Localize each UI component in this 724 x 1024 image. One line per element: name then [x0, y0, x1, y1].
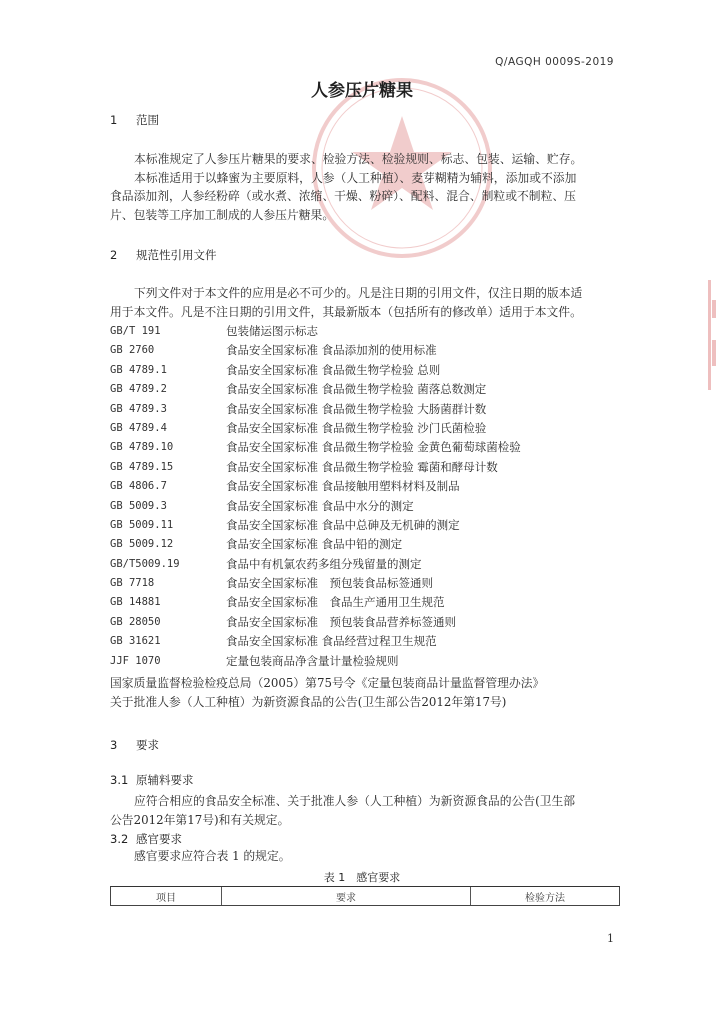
scope-line: 片、包装等工序加工制成的人参压片糖果。 [110, 207, 335, 222]
scope-line: 食品添加剂，人参经粉碎（或水煮、浓缩、干燥、粉碎）、配料、混合、制粒或不制粒、压 [110, 189, 576, 203]
section-2-heading [110, 247, 217, 263]
reference-name: 食品安全国家标准 食品生产通用卫生规范 [226, 595, 445, 610]
reference-item [110, 458, 618, 477]
refs-intro-paragraph [110, 284, 618, 321]
extra-reference-line: 国家质量监督检验检疫总局（2005）第75号令《定量包装商品计量监督管理办法》 [110, 676, 545, 690]
reference-item [110, 574, 618, 593]
sensory-paragraph [110, 847, 618, 866]
reference-item [110, 497, 618, 516]
section-1-heading [110, 112, 159, 128]
reference-code: JJF 1070 [110, 654, 161, 667]
scope-paragraph [110, 150, 618, 224]
section-number: 1 [110, 113, 118, 127]
scope-line: 本标准规定了人参压片糖果的要求、检验方法、检验规则、标志、包装、运输、贮存。 [134, 152, 583, 166]
page-number: 1 [607, 932, 614, 945]
reference-code: GB 4789.15 [110, 460, 174, 473]
reference-name: 定量包装商品净含量计量检验规则 [226, 653, 399, 668]
table-header-cell: 项目 [111, 887, 222, 905]
reference-name: 食品安全国家标准 食品微生物学检验 大肠菌群计数 [226, 401, 487, 416]
table-header-cell: 检验方法 [525, 892, 565, 904]
section-3-1-heading [110, 772, 194, 788]
reference-code: GB 7718 [110, 577, 155, 590]
reference-code: GB 4789.3 [110, 402, 167, 415]
reference-item [110, 613, 618, 632]
section-number: 2 [110, 248, 118, 262]
raw-material-line: 应符合相应的食品安全标准、关于批准人参（人工种植）为新资源食品的公告(卫生部 [134, 794, 576, 808]
section-title: 原辅料要求 [136, 773, 194, 787]
section-number: 3 [110, 738, 118, 752]
reference-name: 食品安全国家标准 食品中总砷及无机砷的测定 [226, 517, 460, 532]
normative-reference-list [110, 322, 618, 671]
raw-material-paragraph [110, 792, 618, 829]
reference-name: 食品安全国家标准 食品微生物学检验 金黄色葡萄球菌检验 [226, 440, 521, 455]
reference-code: GB 4806.7 [110, 480, 167, 493]
section-title: 要求 [136, 738, 159, 752]
reference-name: 食品安全国家标准 食品添加剂的使用标准 [226, 343, 437, 358]
section-number: 3.2 [110, 832, 129, 846]
refs-intro-line: 用于本文件。凡是不注日期的引用文件，其最新版本（包括所有的修改单）适用于本文件。 [110, 304, 582, 319]
reference-name: 食品安全国家标准 食品中铅的测定 [226, 537, 403, 552]
section-title: 规范性引用文件 [136, 248, 217, 262]
reference-code: GB 4789.10 [110, 441, 174, 454]
reference-name: 食品安全国家标准 食品接触用塑料材料及制品 [226, 479, 460, 494]
reference-item [110, 516, 618, 535]
reference-code: GB/T 191 [110, 325, 161, 337]
reference-code: GB/T5009.19 [110, 557, 180, 570]
section-3-2-heading [110, 831, 182, 847]
reference-code: GB 2760 [110, 344, 155, 357]
reference-item [110, 535, 618, 554]
reference-name: 食品安全国家标准 食品微生物学检验 总则 [226, 362, 441, 377]
reference-name: 食品安全国家标准 预包装食品标签通则 [226, 576, 433, 591]
reference-code: GB 5009.11 [110, 518, 174, 531]
reference-name: 食品安全国家标准 食品经营过程卫生规范 [226, 634, 437, 649]
reference-item [110, 380, 618, 399]
reference-item [110, 438, 618, 457]
reference-item [110, 341, 618, 360]
reference-code: GB 4789.1 [110, 363, 167, 376]
reference-item [110, 477, 618, 496]
reference-item [110, 322, 618, 341]
section-title: 范围 [136, 113, 159, 127]
reference-item [110, 419, 618, 438]
scope-line: 本标准适用于以蜂蜜为主要原料，人参（人工种植）、麦芽糊精为辅料，添加或不添加 [134, 170, 577, 185]
page-title: 人参压片糖果 [311, 81, 413, 101]
reference-name: 食品安全国家标准 食品微生物学检验 霉菌和酵母计数 [226, 459, 498, 474]
section-title: 感官要求 [136, 832, 182, 846]
section-3-heading [110, 737, 159, 753]
section-number: 3.1 [110, 773, 129, 787]
raw-material-line: 公告2012年第17号)和有关规定。 [110, 812, 290, 827]
reference-item [110, 400, 618, 419]
sensory-table-header [110, 886, 620, 906]
reference-name: 食品安全国家标准 食品微生物学检验 沙门氏菌检验 [226, 420, 487, 435]
reference-code: GB 31621 [110, 635, 161, 648]
reference-code: GB 5009.12 [110, 538, 174, 551]
table-caption: 表 1 感官要求 [323, 871, 401, 884]
reference-code: GB 5009.3 [110, 499, 167, 512]
reference-name: 包装储运图示标志 [226, 324, 318, 338]
refs-intro-line: 下列文件对于本文件的应用是必不可少的。凡是注日期的引用文件，仅注日期的版本适 [134, 286, 583, 300]
document-number: Q/AGQH 0009S-2019 [495, 56, 614, 68]
edge-stamp-fragment [704, 280, 718, 390]
extra-reference-line: 关于批准人参（人工种植）为新资源食品的公告(卫生部公告2012年第17号) [110, 695, 507, 709]
reference-item [110, 652, 618, 671]
table-header-cell: 要求 [222, 887, 471, 905]
reference-item [110, 632, 618, 651]
reference-code: GB 4789.2 [110, 383, 167, 396]
sensory-line: 感官要求应符合表 1 的规定。 [134, 849, 291, 863]
reference-name: 食品安全国家标准 食品中水分的测定 [226, 498, 414, 513]
reference-name: 食品中有机氯农药多组分残留量的测定 [226, 556, 422, 571]
reference-code: GB 14881 [110, 596, 161, 609]
reference-item [110, 593, 618, 612]
reference-name: 食品安全国家标准 预包装食品营养标签通则 [226, 614, 456, 629]
reference-code: GB 28050 [110, 615, 161, 628]
reference-item [110, 555, 618, 574]
reference-item [110, 361, 618, 380]
reference-code: GB 4789.4 [110, 421, 167, 434]
reference-name: 食品安全国家标准 食品微生物学检验 菌落总数测定 [226, 382, 487, 397]
